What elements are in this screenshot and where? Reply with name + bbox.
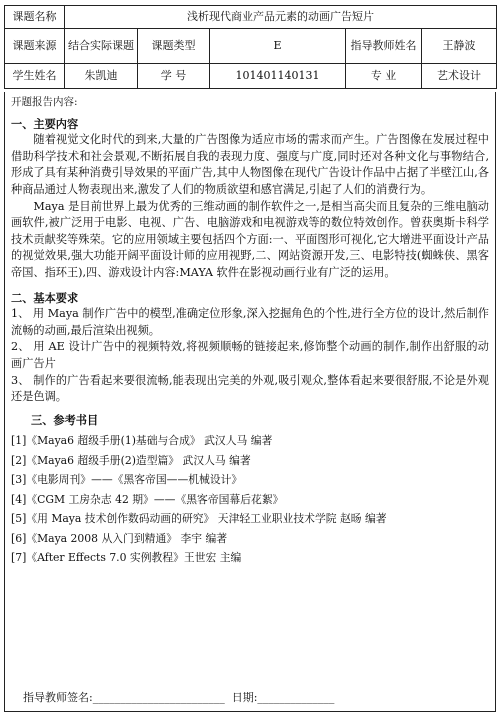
spacer (11, 282, 489, 290)
reference-item: [3]《电影周刊》——《黑客帝国——机械设计》 (11, 473, 243, 487)
value-topic: 浅析现代商业产品元素的动画广告短片 (65, 6, 497, 29)
label-advisor: 指导教师姓名 (346, 29, 422, 64)
value-major: 艺术设计 (422, 64, 497, 89)
report-content-box (4, 92, 496, 712)
main-content-paragraph-1: 随着视觉文化时代的到来,大量的广告图像为适应市场的需求而产生。广告图像在发展过程中借助科学技术和社会景观,不断拓展自我的表现力度、强度与广度,同时还对各种文化与事物结合,形成了具有某种消费引导效果的平面广告,其中人物图像在现代广告设计作品中占据了半壁江山,各种商品通过人物表现出来,激发了人们的物质欲望和感官满足,引起了人们的消费行为。 (11, 133, 489, 196)
label-source: 课题来源 (5, 29, 65, 64)
label-topic: 课题名称 (5, 6, 65, 29)
main-content-paragraph-2: Maya 是目前世界上最为优秀的三维动画的制作软件之一,是相当高尖而且复杂的三维电脑动画软件,被广泛用于电影、电视、广告、电脑游戏和电视游戏等的数位特效创作。曾获奥斯卡科学技术贡献奖等殊荣。它的应用领域主要包括四个方面:一、平面图形可视化,它大增进平面设计产品的视觉效果,强大功能开阔平面设计师的应用视野,二、网站资源开发,三、电影特技(蜘蛛侠、黑客帝国、指环王),四、游戏设计内容:MAYA 软件在影视动画行业有广泛的运用。 (11, 199, 489, 279)
section-requirements-title: 二、基本要求 (11, 290, 79, 305)
advisor-signature-line: 指导教师签名:________________________ 日期:______________ (23, 691, 335, 705)
value-type: E (210, 29, 346, 64)
section-main-content-title: 一、主要内容 (11, 116, 79, 131)
label-major: 专 业 (346, 64, 422, 89)
value-advisor: 王静波 (422, 29, 497, 64)
value-source: 结合实际课题 (65, 29, 138, 64)
value-id: 101401140131 (210, 64, 346, 89)
report-label: 开题报告内容: (11, 96, 78, 108)
info-table (4, 5, 497, 89)
reference-list (11, 431, 489, 568)
reference-item: [2]《Maya6 超级手册(2)造型篇》 武汉人马 编著 (11, 453, 251, 467)
reference-item: [5]《用 Maya 技术创作数码动画的研究》 天津轻工业职业技术学院 赵旸 编著 (11, 512, 387, 526)
info-row-source (5, 29, 497, 64)
info-row-topic (5, 6, 497, 29)
reference-item: [4]《CGM 工房杂志 42 期》——《黑客帝国幕后花絮》 (11, 492, 284, 506)
requirement-item-3: 3、 制作的广告看起来要很流畅,能表现出完美的外观,吸引观众,整体看起来要很舒服,不论是外观还是色调。 (11, 373, 489, 404)
section-references-title: 三、参考书目 (31, 412, 99, 427)
info-row-student (5, 64, 497, 89)
reference-item: [1]《Maya6 超级手册(1)基础与合成》 武汉人马 编著 (11, 434, 273, 448)
value-student: 朱凯迪 (65, 64, 138, 89)
label-type: 课题类型 (138, 29, 210, 64)
reference-item: [6]《Maya 2008 从入门到精通》 李宇 编著 (11, 531, 228, 545)
label-student: 学生姓名 (5, 64, 65, 89)
label-id: 学 号 (138, 64, 210, 89)
requirement-item-1: 1、 用 Maya 制作广告中的模型,准确定位形象,深入挖掘角色的个性,进行全方位的设计,然后制作流畅的动画,最后渲染出视频。 (11, 307, 489, 337)
reference-item: [7]《After Effects 7.0 实例教程》王世宏 主编 (11, 551, 242, 565)
requirement-item-2: 2、 用 AE 设计广告中的视频特效,将视频顺畅的链接起来,修饰整个动画的制作,制作出舒服的动画广告片 (11, 340, 489, 370)
